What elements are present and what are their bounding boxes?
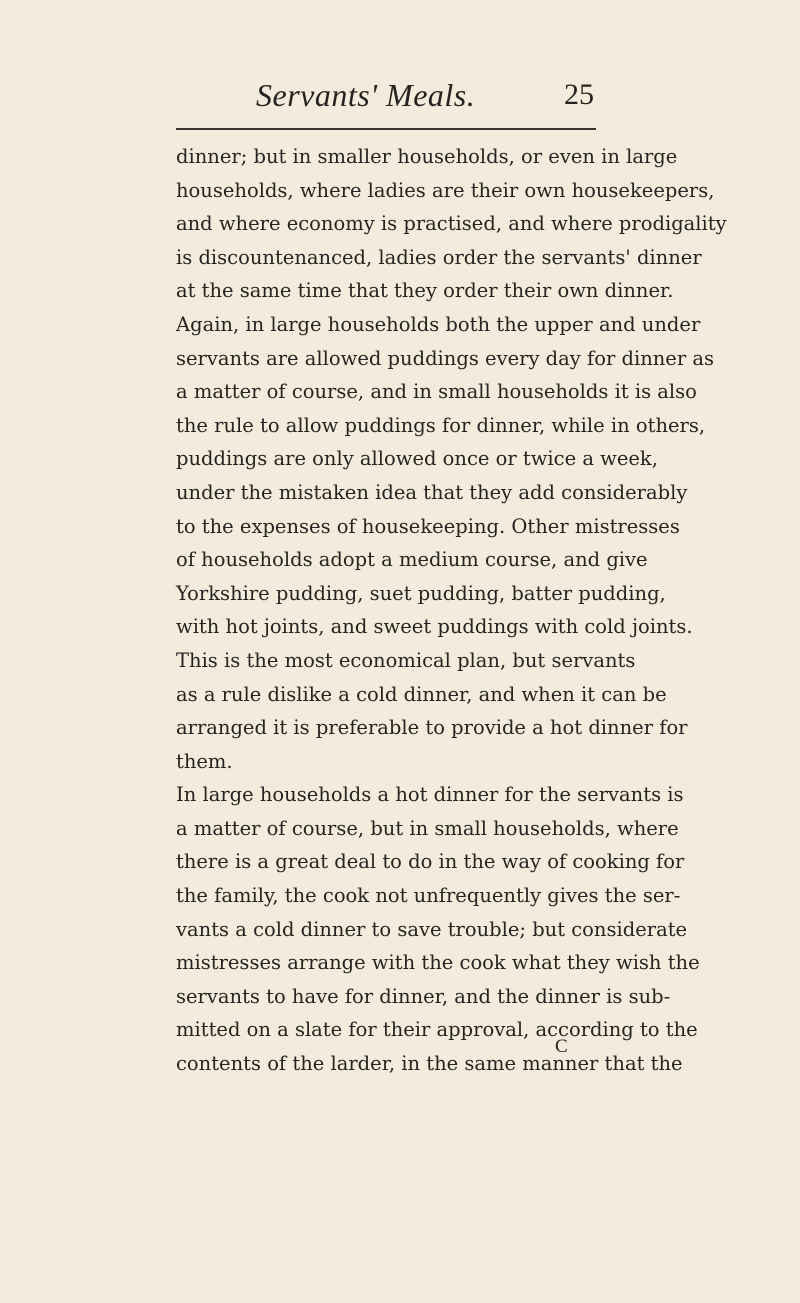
text-line: to the expenses of housekeeping. Other mistresses <box>176 514 680 538</box>
signature-mark: C <box>555 1036 568 1057</box>
text-line: mitted on a slate for their approval, according to the <box>176 1018 698 1042</box>
text-line: Yorkshire pudding, suet pudding, batter pudding, <box>176 581 666 605</box>
text-line: a matter of course, but in small households, where <box>176 816 679 840</box>
text-line: This is the most economical plan, but servants <box>176 648 636 672</box>
text-line: them. <box>176 749 233 773</box>
text-line: puddings are only allowed once or twice a week, <box>176 447 658 471</box>
body-text <box>176 140 727 1081</box>
text-line: of households adopt a medium course, and give <box>176 548 648 572</box>
text-line: at the same time that they order their own dinner. <box>176 279 674 303</box>
text-line: In large households a hot dinner for the servants is <box>176 783 684 807</box>
text-line: Again, in large households both the upper and under <box>176 312 701 336</box>
text-line: as a rule dislike a cold dinner, and when it can be <box>176 682 667 706</box>
header-rule <box>176 128 596 130</box>
text-line: and where economy is practised, and where prodigality <box>176 212 727 236</box>
text-line: vants a cold dinner to save trouble; but considerate <box>176 917 688 941</box>
text-line: a matter of course, and in small households it is also <box>176 380 697 404</box>
text-line: households, where ladies are their own housekeepers, <box>176 178 715 202</box>
text-line: there is a great deal to do in the way of cooking for <box>176 850 685 874</box>
running-head <box>176 70 594 120</box>
text-line: with hot joints, and sweet puddings with cold joints. <box>176 615 693 639</box>
text-line: arranged it is preferable to provide a hot dinner for <box>176 716 688 740</box>
running-title: Servants' Meals. <box>256 77 476 113</box>
text-line: the family, the cook not unfrequently gives the ser- <box>176 884 681 908</box>
text-line: contents of the larder, in the same manner that the <box>176 1052 683 1076</box>
text-line: is discountenanced, ladies order the servants' dinner <box>176 245 702 269</box>
text-line: under the mistaken idea that they add considerably <box>176 480 688 504</box>
text-line: servants to have for dinner, and the dinner is sub- <box>176 984 671 1008</box>
text-line: dinner; but in smaller households, or even in large <box>176 145 678 168</box>
page-number: 25 <box>564 78 594 111</box>
text-line: servants are allowed puddings every day for dinner as <box>176 346 715 370</box>
text-line: mistresses arrange with the cook what they wish the <box>176 951 700 975</box>
text-line: the rule to allow puddings for dinner, while in others, <box>176 413 706 437</box>
